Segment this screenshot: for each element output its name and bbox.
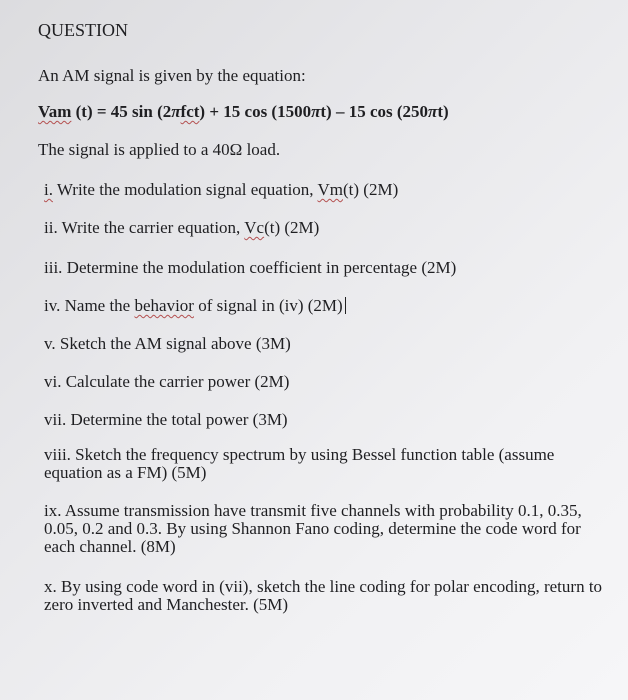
intro-text: An AM signal is given by the equation: (38, 66, 306, 85)
question-item-iii: iii. Determine the modulation coefficient in percentage (2M) (44, 258, 457, 277)
load-text: The signal is applied to a 40Ω load. (38, 140, 281, 159)
item-iv-term: behavior (134, 296, 194, 315)
pi-symbol-3: π (428, 102, 438, 121)
item-iv-pre: iv. Name the (44, 296, 135, 315)
question-item-vii: vii. Determine the total power (3M) (44, 410, 288, 429)
item-i-term: Vm (317, 180, 343, 199)
am-equation (38, 102, 449, 122)
item-ii-number: ii. (44, 218, 58, 237)
question-item-ii (44, 218, 319, 238)
item-i-post: (t) (2M) (343, 180, 399, 199)
question-item-x: x. By using code word in (vii), sketch the line coding for polar encoding, return to zero inverted and Manchester. (5M) (44, 577, 603, 614)
equation-mid: ) + 15 cos (1500 (199, 102, 312, 121)
question-item-v: v. Sketch the AM signal above (3M) (44, 334, 291, 353)
question-item-iv (44, 296, 346, 316)
question-item-i (44, 180, 398, 200)
item-iv-post: of signal in (iv) (2M) (193, 296, 343, 315)
text-cursor (345, 297, 346, 314)
question-item-viii: viii. Sketch the frequency spectrum by using Bessel function table (assume equation as a FM) (5M) (44, 445, 555, 482)
item-ii-term: Vc (244, 218, 265, 237)
item-i-number: i. (44, 180, 53, 199)
question-item-vi: vi. Calculate the carrier power (2M) (44, 372, 290, 391)
equation-fct: fct (180, 102, 200, 121)
equation-t2: t) – 15 cos (250 (320, 102, 429, 121)
item-ii-text: Write the carrier equation, (57, 218, 245, 237)
question-item-ix: ix. Assume transmission have transmit five channels with probability 0.1, 0.35, 0.05, 0.2 and 0.3. By using Shannon Fano coding, determine the code word for each channel. (8M) (44, 501, 582, 556)
equation-t3: t) (437, 102, 449, 121)
equation-lhs-arg: (t) = 45 sin (2 (71, 102, 172, 121)
item-i-text: Write the modulation signal equation, (52, 180, 318, 199)
pi-symbol-2: π (311, 102, 321, 121)
question-heading: QUESTION (38, 20, 128, 40)
item-ii-post: (t) (2M) (264, 218, 320, 237)
pi-symbol-1: π (171, 102, 181, 121)
equation-lhs-name: Vam (38, 102, 72, 121)
